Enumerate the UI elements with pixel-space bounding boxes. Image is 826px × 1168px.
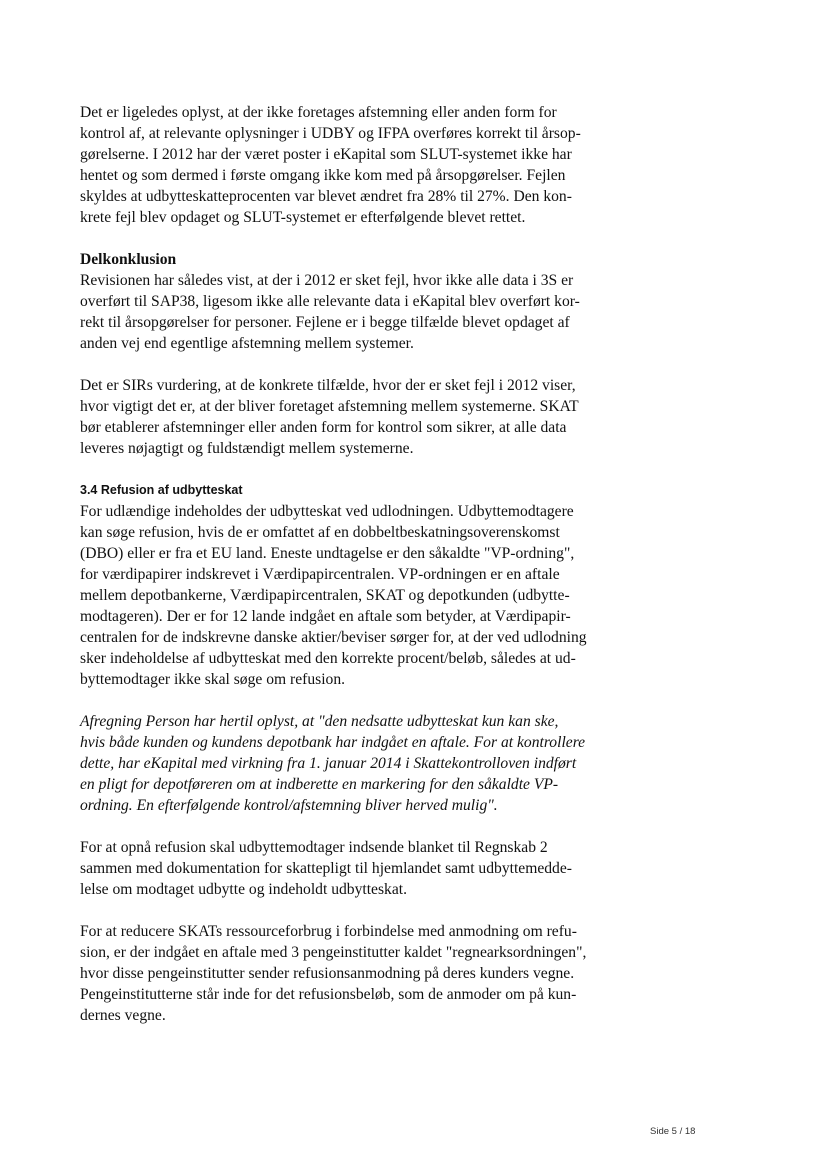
text-line: Afregning Person har hertil oplyst, at "den nedsatte udbytteskat kun kan ske, <box>80 713 559 730</box>
text-line: modtageren). Der er for 12 lande indgået en aftale som betyder, at Værdipapir- <box>80 608 571 625</box>
text-line: mellem depotbankerne, Værdipapircentralen, SKAT og depotkunden (udbytte- <box>80 587 570 604</box>
text-line: anden vej end egentlige afstemning mellem systemer. <box>80 335 414 352</box>
text-line: Det er ligeledes oplyst, at der ikke foretages afstemning eller anden form for <box>80 104 557 121</box>
text-line: Det er SIRs vurdering, at de konkrete tilfælde, hvor der er sket fejl i 2012 viser, <box>80 377 576 394</box>
text-line: hentet og som dermed i første omgang ikke kom med på årsopgørelser. Fejlen <box>80 167 566 184</box>
text-line: gørelserne. I 2012 har der været poster i eKapital som SLUT-systemet ikke har <box>80 146 572 163</box>
text-line: bør etablerer afstemninger eller anden form for kontrol som sikrer, at alle data <box>80 419 567 436</box>
text-line: skyldes at udbytteskatteprocenten var blevet ændret fra 28% til 27%. Den kon- <box>80 188 572 205</box>
text-line: kan søge refusion, hvis de er omfattet af en dobbeltbeskatningsoverenskomst <box>80 524 560 541</box>
text-line: overført til SAP38, ligesom ikke alle relevante data i eKapital blev overført kor- <box>80 293 580 310</box>
text-line: Revisionen har således vist, at der i 2012 er sket fejl, hvor ikke alle data i 3S er <box>80 272 574 289</box>
text-line: hvor vigtigt det er, at der bliver foretaget afstemning mellem systemerne. SKAT <box>80 398 579 415</box>
text-line: sion, er der indgået en aftale med 3 pengeinstitutter kaldet "regnearksordningen", <box>80 944 587 961</box>
text-line: sammen med dokumentation for skattepligt til hjemlandet samt udbyttemedde- <box>80 860 572 877</box>
delkonklusion-heading: Delkonklusion <box>80 251 177 268</box>
text-line: (DBO) eller er fra et EU land. Eneste undtagelse er den såkaldte "VP-ordning", <box>80 545 575 562</box>
text-line: For at reducere SKATs ressourceforbrug i forbindelse med anmodning om refu- <box>80 923 577 940</box>
text-line: byttemodtager ikke skal søge om refusion. <box>80 671 346 688</box>
document-body <box>80 102 640 1047</box>
text-line: For at opnå refusion skal udbyttemodtager indsende blanket til Regnskab 2 <box>80 839 548 856</box>
paragraph-reconciliation-udby-ifpa <box>80 102 640 228</box>
text-line: rekt til årsopgørelser for personer. Fejlene er i begge tilfælde blevet opdaget af <box>80 314 570 331</box>
text-line: Pengeinstitutterne står inde for det refusionsbeløb, som de anmoder om på kun- <box>80 986 577 1003</box>
text-line: krete fejl blev opdaget og SLUT-systemet er efterfølgende blevet rettet. <box>80 209 526 226</box>
text-line: hvor disse pengeinstitutter sender refusionsanmodning på deres kunders vegne. <box>80 965 575 982</box>
text-line: centralen for de indskrevne danske aktier/beviser sørger for, at der ved udlodning <box>80 629 587 646</box>
text-line: ordning. En efterfølgende kontrol/afstemning bliver herved mulig". <box>80 797 498 814</box>
text-line: For udlændige indeholdes der udbytteskat ved udlodningen. Udbyttemodtagere <box>80 503 574 520</box>
text-line: en pligt for depotføreren om at indberette en markering for den såkaldte VP- <box>80 776 559 793</box>
paragraph-spreadsheet-arrangement <box>80 921 640 1026</box>
text-line: leveres nøjagtigt og fuldstændigt mellem systemerne. <box>80 440 414 457</box>
paragraph-refund-procedure <box>80 837 640 900</box>
page-number: Side 5 / 18 <box>650 1126 696 1137</box>
paragraph-dividend-tax-refund <box>80 501 640 690</box>
text-line: lelse om modtaget udbytte og indeholdt udbytteskat. <box>80 881 407 898</box>
delkonklusion-block <box>80 249 640 354</box>
text-line: for værdipapirer indskrevet i Værdipapircentralen. VP-ordningen er en aftale <box>80 566 560 583</box>
paragraph-quote-afregning-person <box>80 711 640 816</box>
paragraph-sir-assessment <box>80 375 640 459</box>
section-heading: 3.4 Refusion af udbytteskat <box>80 483 243 497</box>
text-line: sker indeholdelse af udbytteskat med den korrekte procent/beløb, således at ud- <box>80 650 576 667</box>
text-line: kontrol af, at relevante oplysninger i UDBY og IFPA overføres korrekt til årsop- <box>80 125 581 142</box>
text-line: hvis både kunden og kundens depotbank har indgået en aftale. For at kontrollere <box>80 734 586 751</box>
text-line: dette, har eKapital med virkning fra 1. januar 2014 i Skattekontrolloven indført <box>80 755 577 772</box>
text-line: dernes vegne. <box>80 1007 166 1024</box>
